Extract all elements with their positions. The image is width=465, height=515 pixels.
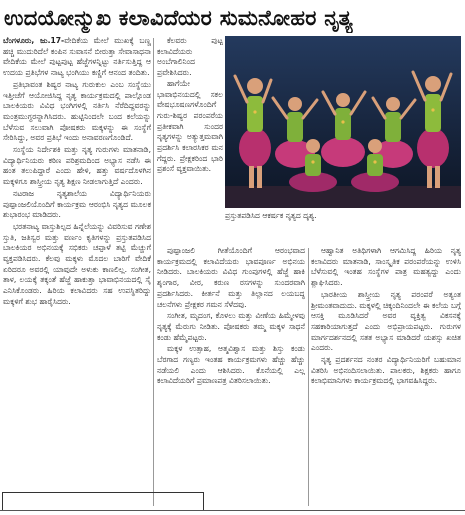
column-divider [308, 248, 309, 506]
lead-paragraph [3, 36, 151, 79]
paragraph: ಆಹ್ವಾನಿತ ಅತಿಥಿಗಳಾಗಿ ಆಗಮಿಸಿದ್ದ ಹಿರಿಯ ನೃತ್ಯ ಕಲಾವಿದರು ಮಾತನಾಡಿ, ಸಾಂಸ್ಕೃತಿಕ ಪರಂಪರೆಯನ್ನು ಉಳಿಸಿ ಬೆಳೆಸುವಲ್ಲಿ ಇಂತಹ ಸಂಸ್ಥೆಗಳ ಪಾತ್ರ ಮಹತ್ವದ್ದು ಎಂದು ಶ್ಲಾಘಿಸಿದರು. [311, 246, 461, 288]
paragraph: ಹಾಗೆಯೇ ಭಾವಾಭಿನಯದಲ್ಲಿ ಸಕಲ ವೇಷಭೂಷಣಗಳೊಂದಿಗೆ ಗುರು-ಶಿಷ್ಯರ ಪರಂಪರೆಯ ಪ್ರತೀಕವಾಗಿ ಸುಂದರ ನೃತ್ಯಗಳನ್ನು ಅತ್ಯುತ್ತಮವಾಗಿ ಪ್ರದರ್ಶಿಸಿ ಕಲಾರಸಿಕರ ಮನ ಗೆದ್ದರು. ಪ್ರೇಕ್ಷಕರಿಂದ ಭಾರಿ ಪ್ರಶಂಸೆ ವ್ಯಕ್ತವಾಯಿತು. [157, 78, 223, 174]
headline: ಉದಯೋನ್ಮುಖ ಕಲಾವಿದೆಯರ ಸುಮನೋಹರ ನೃತ್ಯ [4, 6, 353, 30]
paragraph: ಸಂಸ್ಥೆಯ ನಿರ್ದೇಶಕಿ ಮತ್ತು ನೃತ್ಯ ಗುರುಗಳು ಮಾತನಾಡಿ, ವಿದ್ಯಾರ್ಥಿನಿಯರು ಕಠಿಣ ಪರಿಶ್ರಮದಿಂದ ಅಭ್ಯಾಸ ನಡೆಸಿ ಈ ಹಂತ ತಲುಪಿದ್ದಾರೆ ಎಂದು ಹೇಳಿ, ಹತ್ತು ವರ್ಷದೊಳಗಿನ ಮಕ್ಕಳಿಗೂ ಶಾಸ್ತ್ರೀಯ ನೃತ್ಯ ಶಿಕ್ಷಣ ನೀಡಲಾಗುತ್ತಿದೆ ಎಂದರು. [3, 145, 151, 187]
column-divider [153, 38, 154, 506]
article-column-2-bottom [157, 246, 305, 508]
dateline: ಬೆಂಗಳೂರು, ಜು.17- [3, 36, 65, 45]
paragraph: ಮಕ್ಕಳ ಉತ್ಸಾಹ, ಆತ್ಮವಿಶ್ವಾಸ ಮತ್ತು ಶಿಸ್ತು ಕಂಡು ಬೆರಗಾದ ಗಣ್ಯರು ಇಂತಹ ಕಾರ್ಯಕ್ರಮಗಳು ಹೆಚ್ಚು ಹೆಚ್ಚು ನಡೆಯಲಿ ಎಂದು ಆಶಿಸಿದರು. ಕೊನೆಯಲ್ಲಿ ಎಲ್ಲ ಕಲಾವಿದೆಯರಿಗೆ ಪ್ರಮಾಣಪತ್ರ ವಿತರಿಸಲಾಯಿತು. [157, 344, 305, 386]
bottom-rule [0, 510, 465, 511]
dancers-illustration [225, 36, 461, 208]
article-column-1 [3, 36, 151, 508]
paragraph: ಭಾರತೀಯ ಶಾಸ್ತ್ರೀಯ ನೃತ್ಯ ಪರಂಪರೆ ಅತ್ಯಂತ ಶ್ರೀಮಂತವಾದುದು. ಮಕ್ಕಳಲ್ಲಿ ಚಿಕ್ಕಂದಿನಿಂದಲೇ ಈ ಕಲೆಯ ಬಗ್ಗೆ ಆಸಕ್ತಿ ಮೂಡಿಸಿದರೆ ಅವರ ವ್ಯಕ್ತಿತ್ವ ವಿಕಸನಕ್ಕೆ ಸಹಕಾರಿಯಾಗುತ್ತದೆ ಎಂದು ಅಭಿಪ್ರಾಯಪಟ್ಟರು. ಗುರುಗಳ ಮಾರ್ಗದರ್ಶನದಲ್ಲಿ ಸತತ ಅಭ್ಯಾಸ ಮಾಡಿದರೆ ಯಶಸ್ಸು ಖಚಿತ ಎಂದರು. [311, 289, 461, 353]
paragraph: ಭರತನಾಟ್ಯ ವಾಸ್ತುಶಿಲ್ಪದ ಹಿನ್ನೆಲೆಯನ್ನು ವಿವರಿಸುವ ಗಣೇಶ ಸ್ತುತಿ, ಜತಿಸ್ವರ ಮತ್ತು ವರ್ಣಂ ಕೃತಿಗಳನ್ನು ಪ್ರಸ್ತುತಪಡಿಸಿದ ಬಾಲಕಿಯರ ಅಭಿನಯಕ್ಕೆ ಸಭಿಕರು ಚಪ್ಪಾಳೆ ತಟ್ಟಿ ಮೆಚ್ಚುಗೆ ವ್ಯಕ್ತಪಡಿಸಿದರು. ಕೆಲವು ಮಕ್ಕಳು ಮೊದಲ ಬಾರಿಗೆ ವೇದಿಕೆ ಏರಿದರೂ ಅವರಲ್ಲಿ ಯಾವುದೇ ಅಳುಕು ಕಾಣಲಿಲ್ಲ. ಸಂಗೀತ, ತಾಳ, ಲಯಕ್ಕೆ ತಕ್ಕಂತೆ ಹೆಜ್ಜೆ ಹಾಕುತ್ತಾ ಭಾವಾಭಿನಯದಲ್ಲಿ ಸೈ ಎನಿಸಿಕೊಂಡರು. ಹಿರಿಯ ಕಲಾವಿದರು ಸಹ ಉಪಸ್ಥಿತರಿದ್ದು ಮಕ್ಕಳಿಗೆ ಶುಭ ಹಾರೈಸಿದರು. [3, 221, 151, 306]
bottom-box [2, 492, 204, 511]
article-column-2-top [157, 36, 223, 244]
photo-caption: ಪ್ರಸ್ತುತಪಡಿಸಿದ ಆಕರ್ಷಕ ನೃತ್ಯದ ದೃಶ್ಯ. [225, 211, 317, 220]
paragraph: ವೇದಿಕೆಯ ಮೇಲೆ ಮುಖಕ್ಕೆ ಬಣ್ಣ ಹಚ್ಚಿ ಮುದುರಿದೆಲೆ ಕಂಪಿನ ಸುವಾಸನೆ ಬೀರುತ್ತಾ ಸೇವಾಸಾಧನಾ ವೇದಿಕೆಯ ಮೇಲೆ ಪುಟ್ಟಪುಟ್ಟ ಹೆಜ್ಜೆಗಳನ್ನಿಟ್ಟು ನರ್ತಿಸುತ್ತಿದ್ದ ಆ ಉದಯ ಪ್ರತಿಭೆಗಳ ನಾಟ್ಯ ಭಂಗಿಯು ಕಣ್ಣಿಗೆ ಆನಂದ ತಂದಿತು. [3, 36, 151, 78]
paragraph: ಪುಷ್ಪಾಂಜಲಿ ಗೀತೆಯೊಂದಿಗೆ ಆರಂಭವಾದ ಕಾರ್ಯಕ್ರಮದಲ್ಲಿ ಕಲಾವಿದೆಯರು ಭಾವಪೂರ್ಣ ಅಭಿನಯ ನೀಡಿದರು. ಬಾಲಕಿಯರು ವಿವಿಧ ಗುಂಪುಗಳಲ್ಲಿ ಹೆಜ್ಜೆ ಹಾಕಿ ಶೃಂಗಾರ, ವೀರ, ಕರುಣ ರಸಗಳನ್ನು ಸುಂದರವಾಗಿ ಪ್ರದರ್ಶಿಸಿದರು. ಕೀರ್ತನೆ ಮತ್ತು ತಿಲ್ಲಾನದ ಲಯಬದ್ಧ ಚಲನೆಗಳು ಪ್ರೇಕ್ಷಕರ ಗಮನ ಸೆಳೆದವು. [157, 246, 305, 309]
paragraph: ಕೆಲವರು ಪುಟ್ಟ ಕಲಾವಿದೆಯರು ಅಂಬೆಗಾಲಿನಿಂದ ಪ್ರವೇಶಿಸಿದರು. [157, 36, 223, 78]
article-column-3 [311, 246, 461, 508]
dance-photo [225, 36, 461, 208]
paragraph: ನಟರಾಜ ನೃತ್ಯಶಾಲೆಯ ವಿದ್ಯಾರ್ಥಿನಿಯರು ಪುಷ್ಪಾಂಜಲಿಯೊಂದಿಗೆ ಕಾರ್ಯಕ್ರಮ ಆರಂಭಿಸಿ ನೃತ್ಯದ ಮೂಲಕ ಶುಭಾರಂಭ ಮಾಡಿದರು. [3, 188, 151, 220]
paragraph: ನೃತ್ಯ ಪ್ರದರ್ಶನದ ನಂತರ ವಿದ್ಯಾರ್ಥಿನಿಯರಿಗೆ ಬಹುಮಾನ ವಿತರಿಸಿ ಅಭಿನಂದಿಸಲಾಯಿತು. ಪಾಲಕರು, ಶಿಕ್ಷಕರು ಹಾಗೂ ಕಲಾಭಿಮಾನಿಗಳು ಕಾರ್ಯಕ್ರಮದಲ್ಲಿ ಭಾಗವಹಿಸಿದ್ದರು. [311, 355, 461, 386]
paragraph: ಸಂಗೀತ, ಮೃದಂಗ, ಕೊಳಲು ಮತ್ತು ವೀಣೆಯ ಹಿಮ್ಮೇಳವು ನೃತ್ಯಕ್ಕೆ ಮೆರುಗು ನೀಡಿತು. ಪೋಷಕರು ತಮ್ಮ ಮಕ್ಕಳ ಸಾಧನೆ ಕಂಡು ಹೆಮ್ಮೆಪಟ್ಟರು. [157, 311, 305, 342]
paragraph: ಪ್ರತಿಭಾವಂತ ಶಿಷ್ಯರ ನಾಟ್ಯ ಗುರುಕುಲ ಎಂಬ ಸಂಸ್ಥೆಯು ಇತ್ತೀಚೆಗೆ ಆಯೋಜಿಸಿದ್ದ ನೃತ್ಯ ಕಾರ್ಯಕ್ರಮದಲ್ಲಿ ಪಾಲ್ಗೊಂಡ ಬಾಲಕಿಯರು ವಿವಿಧ ಭಂಗಿಗಳಲ್ಲಿ ನರ್ತಿಸಿ ನೆರೆದಿದ್ದವರನ್ನು ಮಂತ್ರಮುಗ್ಧರನ್ನಾಗಿಸಿದರು. ಹುಟ್ಟಿನಿಂದಲೇ ಬಂದ ಕಲೆಯನ್ನು ಬೆಳೆಸುವ ಸಲುವಾಗಿ ಪೋಷಕರು ಮಕ್ಕಳನ್ನು ಈ ಸಂಸ್ಥೆಗೆ ಸೇರಿಸಿದ್ದು, ಅವರ ಪ್ರತಿಭೆ ಇಂದು ಅನಾವರಣಗೊಂಡಿದೆ. [3, 79, 151, 143]
